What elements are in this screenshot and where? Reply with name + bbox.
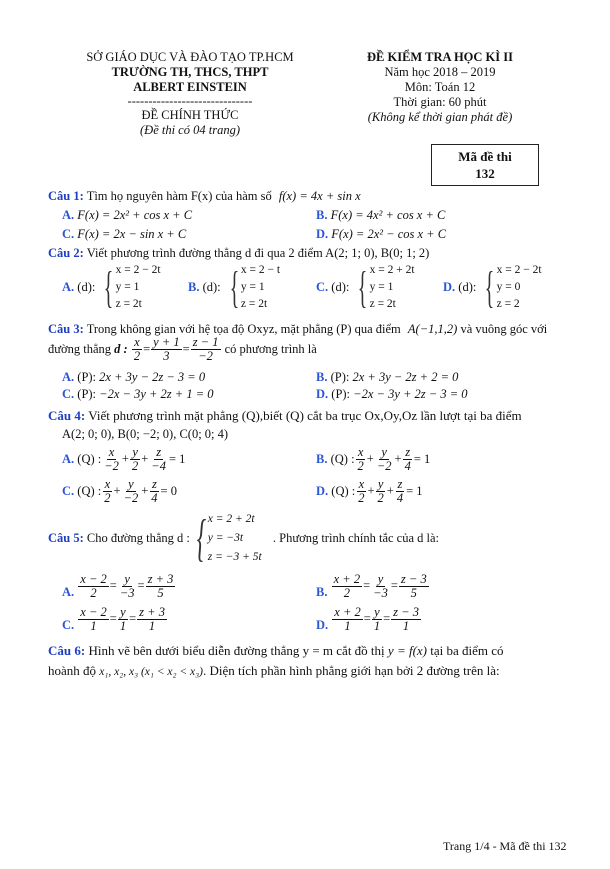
option-prefix: (d): [331, 280, 350, 294]
option-content: −2x − 3y + 2z − 3 = 0 [353, 387, 468, 401]
denominator: 4 [151, 491, 158, 505]
numerator: y [120, 605, 126, 619]
question-text: hoành độ [48, 663, 97, 678]
point-a: A(−1,1,2) [407, 322, 458, 336]
option-letter: A. [62, 280, 75, 294]
system-row: z = 2t [115, 298, 142, 310]
system-row: x = 2 − 2t [496, 264, 542, 276]
numerator: z [156, 445, 162, 459]
option-prefix: (P): [330, 370, 350, 384]
system-row: y = 1 [240, 281, 265, 293]
question-label: Câu 3: [48, 322, 84, 336]
option-prefix: (Q) : [331, 484, 356, 498]
question-text: Tìm họ nguyên hàm F(x) của hàm số [86, 189, 272, 203]
option-prefix: (P): [77, 370, 97, 384]
option-prefix: (d): [77, 280, 96, 294]
system-row: x = 2 + 2t [369, 264, 415, 276]
line-name: d : [114, 342, 128, 356]
question-math: x₁, x₂, x₃ (x₁ < x₂ < x₃) [99, 666, 203, 678]
question-text-cont: . Phương trình chính tắc của d là: [272, 531, 440, 545]
option-letter: D. [443, 280, 456, 294]
q4-option-c[interactable]: C. (Q) : $\frac{x}{2}$ + $\frac{y}{-2}$ + $\frac{z}{4}$ = 0 [62, 477, 177, 505]
system-row: x = 2 − t [240, 264, 281, 276]
numerator: z − 3 [393, 605, 419, 619]
option-letter: A. [62, 452, 75, 466]
option-content: F(x) = 2x − sin x + C [77, 227, 187, 241]
question-text: Hình vẽ bên dưới biểu diễn đường thẳng y = m cắt đồ thị [88, 643, 385, 658]
q5-option-a[interactable]: A. $\frac{x - 2}{2}$ = $\frac{y}{-3}$ = $\frac{z + 3}{5}$ [62, 572, 174, 600]
option-content: −2x − 3y + 2z + 1 = 0 [99, 387, 214, 401]
numerator: y [377, 572, 384, 586]
q2-option-d[interactable] [443, 262, 542, 313]
option-prefix: (P): [77, 387, 97, 401]
brace-icon: { [196, 509, 207, 567]
option-content: F(x) = 4x² + cos x + C [330, 208, 446, 222]
option-prefix: (Q) : [77, 484, 102, 498]
numerator: x [358, 477, 365, 491]
q2-option-c[interactable] [316, 262, 415, 313]
option-letter: B. [316, 370, 328, 384]
q3-option-d[interactable] [316, 387, 468, 402]
denominator: 2 [90, 586, 97, 600]
question-text: có phương trình là [224, 342, 317, 356]
numerator: z − 3 [400, 572, 427, 586]
denominator: 4 [396, 491, 404, 505]
option-letter: C. [62, 484, 75, 498]
numerator: y [124, 572, 130, 586]
option-letter: B. [316, 208, 328, 222]
option-content: F(x) = 2x² + cos x + C [77, 208, 193, 222]
option-letter: A. [62, 208, 75, 222]
system-row: z = 2t [369, 298, 396, 310]
question-math: f(x) = 4x + sin x [278, 189, 361, 203]
question-label: Câu 5: [48, 531, 84, 545]
denominator: −4 [151, 459, 166, 473]
question-label: Câu 6: [48, 643, 86, 658]
system-row: y = 1 [115, 281, 140, 293]
subject: Môn: Toán 12 [404, 80, 476, 94]
school-name-line1: TRƯỜNG TH, THCS, THPT [111, 65, 269, 79]
system-row: y = −3t [207, 532, 244, 544]
q5-option-c[interactable]: C. $\frac{x - 2}{1}$ = $\frac{y}{1}$ = $\frac{z + 3}{1}$ [62, 605, 165, 633]
pages-note: (Đề thi có 04 trang) [140, 123, 240, 137]
numerator: x + 2 [333, 572, 361, 586]
option-prefix: (d): [202, 280, 221, 294]
question-text-cont: . Diện tích phần hình phẳng giới hạn bởi 2 đường trên là: [202, 663, 500, 678]
denominator: 1 [119, 619, 127, 633]
official-label: ĐỀ CHÍNH THỨC [141, 108, 239, 122]
option-letter: B. [316, 452, 328, 466]
question-text-cont: tại ba điểm có [430, 643, 504, 658]
exam-code-box [431, 144, 539, 186]
brace-icon: { [358, 262, 368, 312]
q2-option-b[interactable] [188, 262, 280, 313]
denominator: −2 [104, 459, 119, 473]
question-text: Viết phương trình mặt phẳng (Q),biết (Q) cắt ba trục Ox,Oy,Oz lần lượt tại ba điểm [88, 408, 522, 423]
option-letter: A. [62, 585, 75, 599]
question-text: Cho đường thẳng d : [86, 531, 190, 545]
numerator: z [397, 477, 403, 491]
option-content: F(x) = 2x² − cos x + C [331, 227, 447, 241]
brace-icon: { [104, 262, 114, 312]
denominator: 2 [104, 491, 111, 505]
rhs: = 1 [168, 452, 186, 466]
q3-option-c[interactable] [62, 387, 214, 402]
q5-option-b[interactable]: B. $\frac{x + 2}{2}$ = $\frac{y}{-3}$ = $\frac{z - 3}{5}$ [316, 572, 427, 600]
denominator: 1 [373, 619, 381, 633]
fraction: $\frac{y + 1}{3}$ [153, 335, 180, 363]
header-left [60, 50, 320, 138]
time-note: (Không kể thời gian phát đề) [367, 110, 513, 124]
numerator: x − 2 [80, 572, 107, 586]
option-letter: C. [62, 387, 75, 401]
brace-icon: { [229, 262, 240, 312]
question-label: Câu 1: [48, 189, 84, 203]
denominator: 2 [358, 491, 365, 505]
option-content: 2x + 3y − 2z − 3 = 0 [99, 370, 206, 384]
q3-option-b[interactable] [316, 370, 458, 385]
q4-option-b[interactable]: B. (Q) : $\frac{x}{2}$ + $\frac{y}{-2}$ + $\frac{z}{4}$ = 1 [316, 445, 431, 473]
numerator: z [405, 445, 411, 459]
numerator: y [132, 445, 138, 459]
denominator: 1 [344, 619, 351, 633]
question-3-line2: đường thẳng d : $\frac{x}{2}$ = $\frac{y + 1}{3}$ = $\frac{z - 1}{-2}$ có phương trình là [48, 335, 317, 363]
brace-icon: { [485, 262, 495, 312]
option-letter: D. [316, 387, 329, 401]
option-prefix: (Q) : [330, 452, 355, 466]
school-year: Năm học 2018 – 2019 [384, 65, 496, 79]
numerator: x [357, 445, 364, 459]
option-letter: D. [316, 618, 329, 632]
question-2 [48, 246, 429, 261]
denominator: 5 [157, 586, 164, 600]
denominator: 1 [90, 619, 97, 633]
question-4 [48, 408, 522, 424]
numerator: z [151, 477, 157, 491]
option-letter: C. [316, 280, 329, 294]
question-label: Câu 2: [48, 246, 84, 260]
question-text: Trong không gian với hệ tọa độ Oxyz, mặt phẳng (P) qua điểm [86, 322, 401, 336]
rhs: = 1 [413, 452, 431, 466]
rhs: = 0 [160, 484, 177, 498]
system-row: z = −3 + 5t [207, 551, 262, 563]
denominator: 4 [404, 459, 411, 473]
denominator: 2 [343, 586, 350, 600]
question-label: Câu 4: [48, 408, 86, 423]
option-prefix: (P): [331, 387, 351, 401]
option-letter: A. [62, 370, 75, 384]
denominator: −3 [373, 586, 388, 600]
q1-option-b[interactable] [316, 208, 445, 223]
system-row: y = 1 [369, 281, 394, 293]
option-content: 2x + 3y − 2z + 2 = 0 [352, 370, 459, 384]
time-limit: Thời gian: 60 phút [393, 95, 487, 109]
numerator: z + 3 [139, 605, 165, 619]
department-name: SỞ GIÁO DỤC VÀ ĐÀO TẠO TP.HCM [86, 50, 294, 64]
option-letter: B. [316, 585, 328, 599]
option-letter: C. [62, 227, 75, 241]
q5-option-d[interactable]: D. $\frac{x + 2}{1}$ = $\frac{y}{1}$ = $\frac{z - 3}{1}$ [316, 605, 419, 633]
option-letter: D. [316, 484, 329, 498]
exam-title: ĐỀ KIỂM TRA HỌC KÌ II [367, 50, 513, 64]
question-6 [48, 641, 566, 682]
denominator: 2 [377, 491, 384, 505]
q4-option-a[interactable]: A. (Q) : $\frac{x}{-2}$ + $\frac{y}{2}$ + $\frac{z}{-4}$ = 1 [62, 445, 186, 473]
numerator: y [374, 605, 380, 619]
fraction: $\frac{z - 1}{-2}$ [192, 335, 219, 363]
page-footer: Trang 1/4 - Mã đề thi 132 [443, 839, 567, 853]
q1-option-d[interactable] [316, 227, 446, 242]
q1-option-c[interactable] [62, 227, 186, 242]
denominator: 5 [410, 586, 417, 600]
school-name-line2: ALBERT EINSTEIN [133, 80, 247, 94]
header-right [340, 50, 540, 125]
system-row: z = 2 [496, 298, 520, 310]
numerator: z + 3 [147, 572, 174, 586]
q1-option-a[interactable] [62, 208, 192, 223]
denominator: 2 [131, 459, 139, 473]
denominator: 1 [402, 619, 410, 633]
option-letter: C. [62, 618, 75, 632]
exam-code-value: 132 [475, 166, 495, 181]
denominator: −2 [376, 459, 392, 473]
system-row: z = 2t [240, 298, 268, 310]
header-divider: ------------------------------ [127, 94, 253, 108]
question-math: y = f(x) [387, 643, 428, 658]
system-row: x = 2 − 2t [115, 264, 161, 276]
denominator: 1 [148, 619, 156, 633]
q2-option-a[interactable] [62, 262, 161, 313]
question-text: Viết phương trình đường thẳng d đi qua 2 điểm A(2; 1; 0), B(0; 1; 2) [86, 246, 430, 260]
q3-option-a[interactable] [62, 370, 205, 385]
system-row: y = 0 [496, 281, 521, 293]
numerator: y [381, 445, 387, 459]
fraction: $\frac{x}{2}$ [133, 335, 141, 363]
question-4-points: A(2; 0; 0), B(0; −2; 0), C(0; 0; 4) [62, 427, 229, 441]
numerator: y [377, 477, 384, 491]
rhs: = 1 [406, 484, 423, 498]
question-text-cont: và vuông góc với [460, 322, 548, 336]
system-row: x = 2 + 2t [207, 513, 255, 525]
denominator: 2 [357, 459, 364, 473]
question-1 [48, 189, 361, 204]
q4-option-d[interactable]: D. (Q) : $\frac{x}{2}$ + $\frac{y}{2}$ + $\frac{z}{4}$ = 1 [316, 477, 423, 505]
option-letter: B. [188, 280, 200, 294]
question-text: đường thẳng [48, 342, 112, 356]
option-prefix: (Q) : [77, 452, 102, 466]
numerator: x [104, 477, 111, 491]
exam-code-label: Mã đề thi [458, 149, 512, 164]
numerator: x − 2 [80, 605, 107, 619]
numerator: y [128, 477, 134, 491]
question-3 [48, 322, 547, 337]
numerator: x [108, 445, 115, 459]
denominator: −3 [119, 586, 135, 600]
option-letter: D. [316, 227, 329, 241]
option-prefix: (d): [458, 280, 477, 294]
question-5 [48, 510, 439, 567]
numerator: x + 2 [334, 605, 361, 619]
denominator: −2 [123, 491, 139, 505]
